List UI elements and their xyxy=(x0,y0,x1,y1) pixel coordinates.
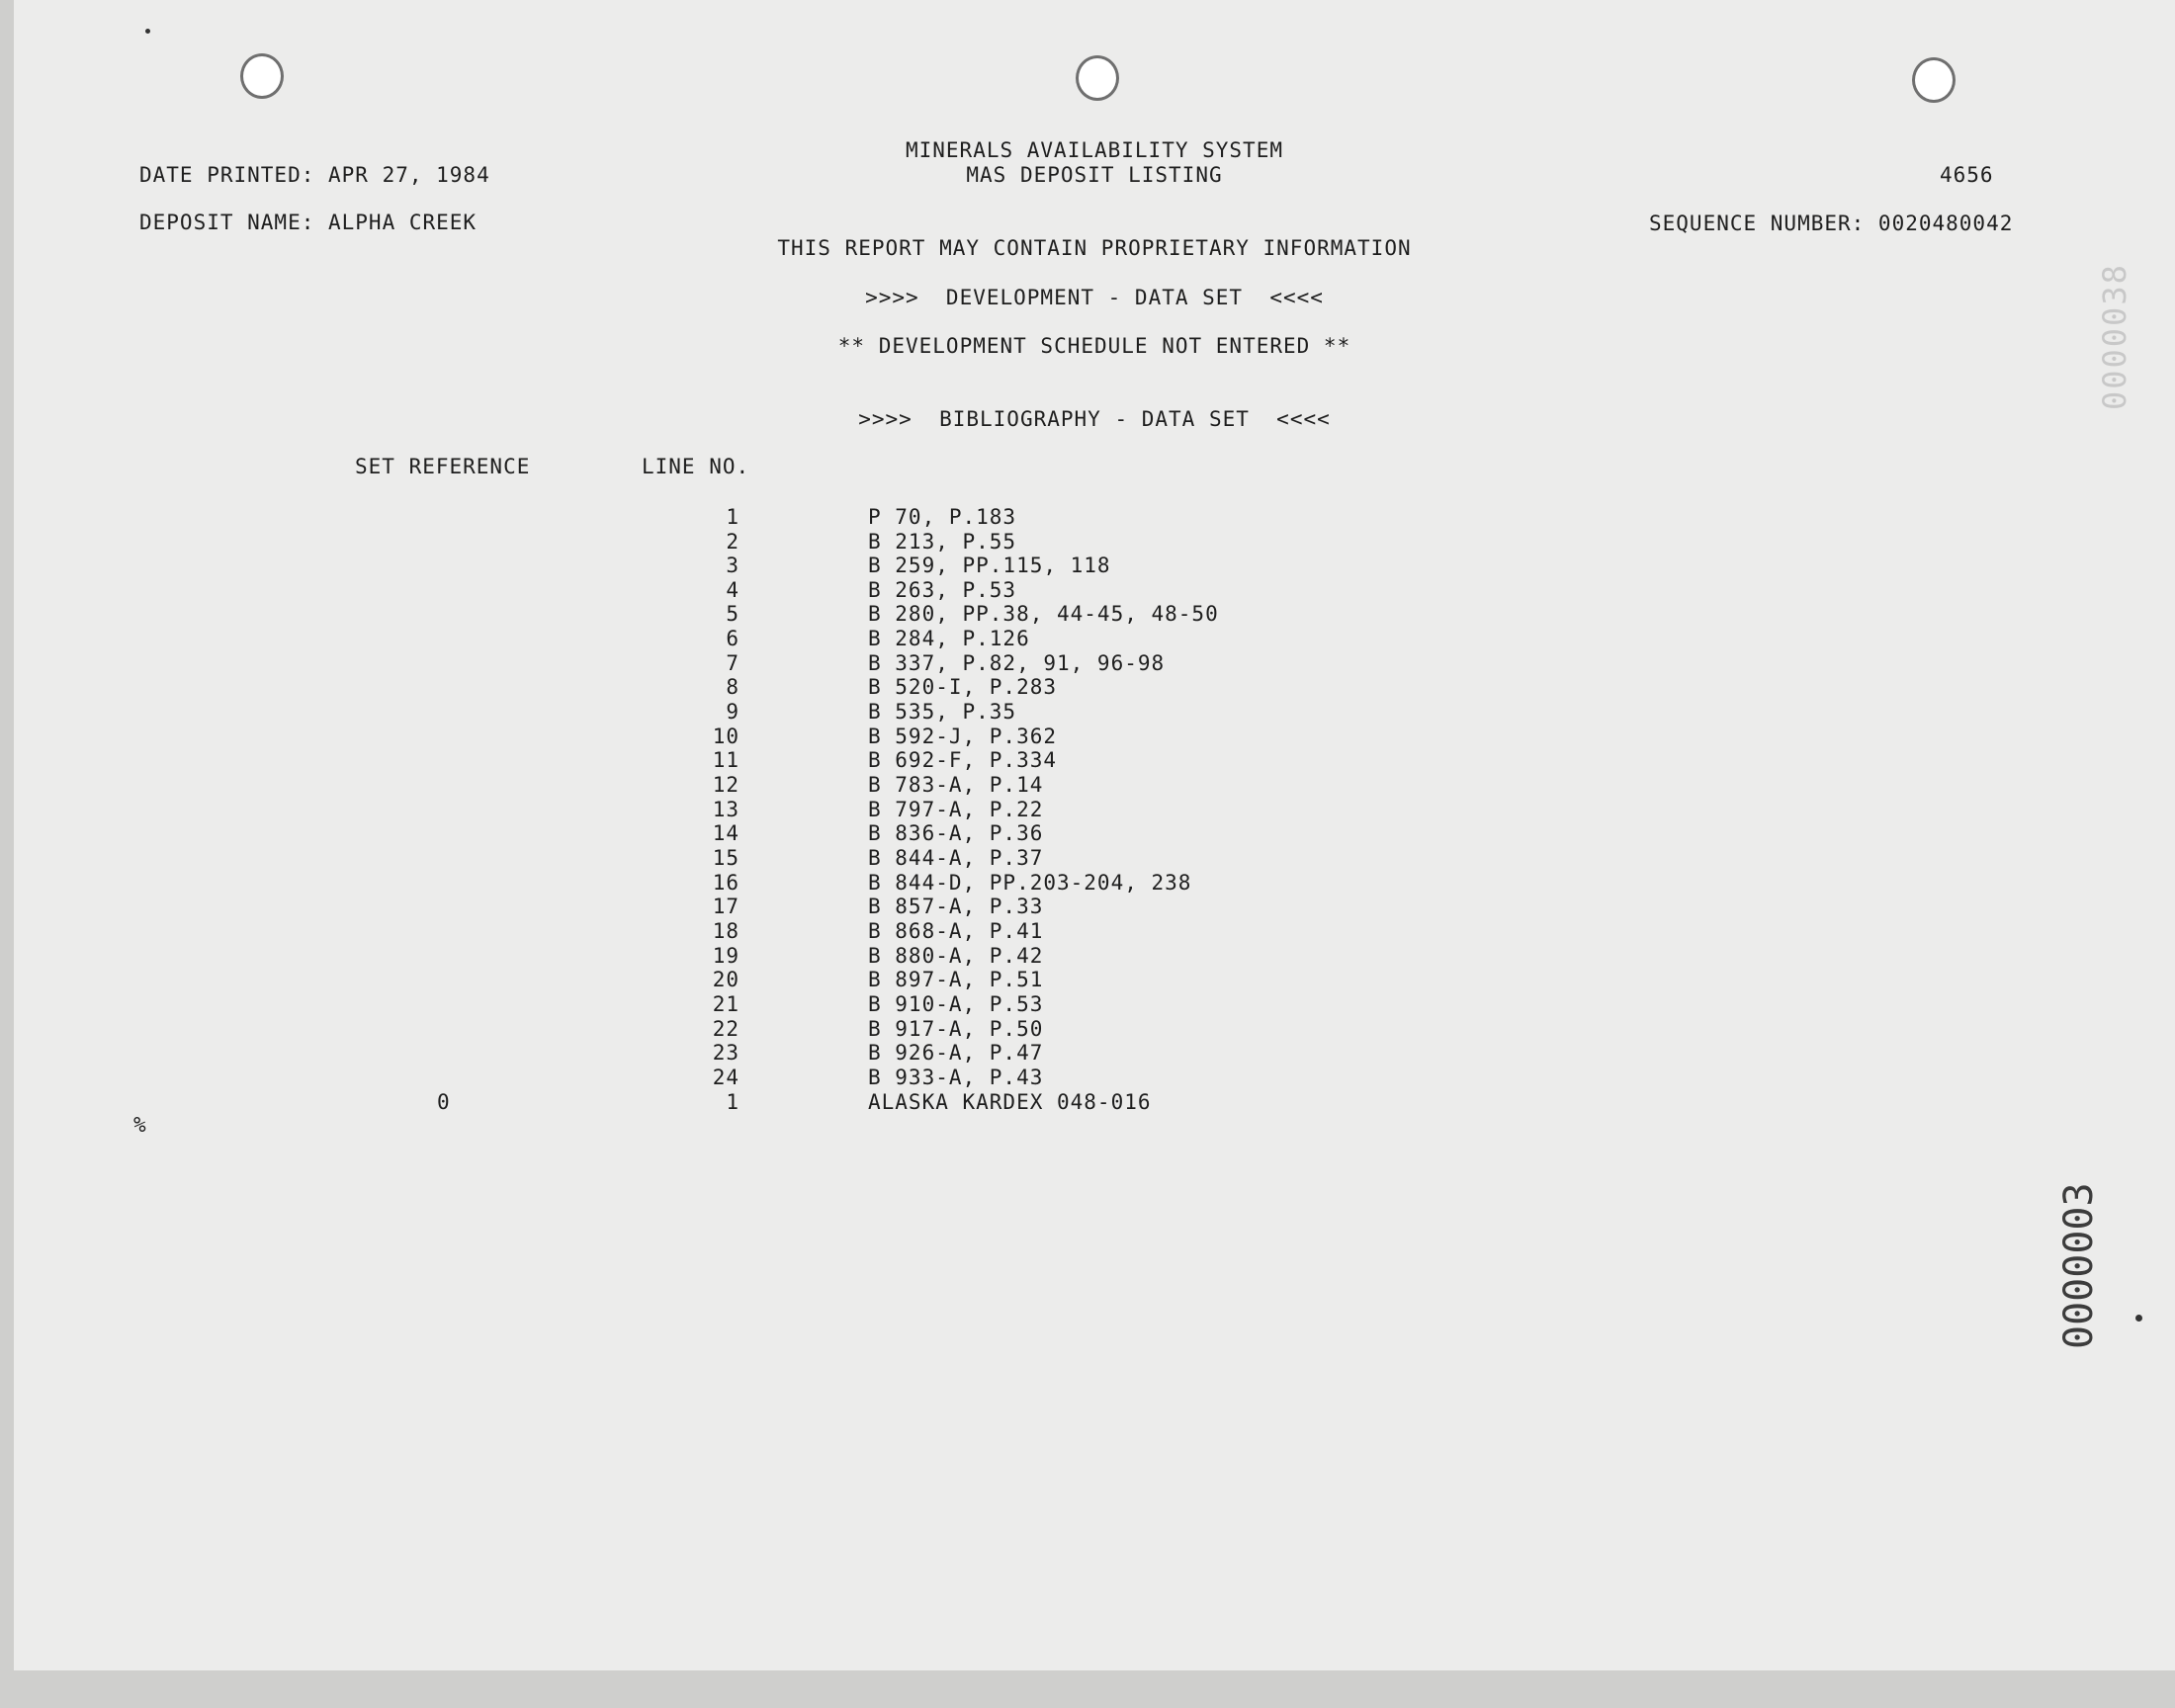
report-page xyxy=(14,0,2175,1670)
reference-cell: B 783-A, P.14 xyxy=(868,773,1044,797)
line-number-cell: 22 xyxy=(712,1017,740,1041)
reference-cell: B 857-A, P.33 xyxy=(868,895,1044,918)
date-printed: DATE PRINTED: APR 27, 1984 xyxy=(139,163,490,187)
reference-cell: B 926-A, P.47 xyxy=(868,1041,1044,1065)
line-number-cell: 16 xyxy=(712,871,740,895)
development-note: ** DEVELOPMENT SCHEDULE NOT ENTERED ** xyxy=(837,334,1351,358)
reference-cell: B 284, P.126 xyxy=(868,627,1030,650)
reference-cell: B 213, P.55 xyxy=(868,530,1017,554)
line-number-cell: 2 xyxy=(726,530,740,554)
line-number-cell: 19 xyxy=(712,944,740,968)
line-number-cell: 10 xyxy=(712,725,740,748)
page-number: 4656 xyxy=(1940,163,1994,187)
bibliography-section-title: >>>> BIBLIOGRAPHY - DATA SET <<<< xyxy=(858,407,1331,431)
reference-cell: B 897-A, P.51 xyxy=(868,968,1044,991)
line-number-cell: 12 xyxy=(712,773,740,797)
line-number-cell: 1 xyxy=(726,1090,740,1114)
reference-cell: B 844-A, P.37 xyxy=(868,846,1044,870)
line-number-cell: 6 xyxy=(726,627,740,650)
line-number-cell: 20 xyxy=(712,968,740,991)
binder-hole-left xyxy=(240,53,284,99)
line-number-cell: 17 xyxy=(712,895,740,918)
proprietary-notice: THIS REPORT MAY CONTAIN PROPRIETARY INFORMATION xyxy=(777,236,1412,260)
line-number-cell: 4 xyxy=(726,578,740,602)
faint-stamp-number: 0000038 xyxy=(2096,263,2133,410)
line-number-cell: 15 xyxy=(712,846,740,870)
end-marker: % xyxy=(133,1113,147,1137)
scan-speck xyxy=(145,29,150,34)
column-header-line-no: LINE NO. xyxy=(642,455,750,478)
reference-cell: B 259, PP.115, 118 xyxy=(868,554,1111,577)
reference-cell: B 535, P.35 xyxy=(868,700,1017,724)
stamp-number: 0000003 xyxy=(2056,1182,2102,1349)
column-header-set-reference: SET REFERENCE xyxy=(355,455,531,478)
line-number-cell: 8 xyxy=(726,675,740,699)
line-number-cell: 5 xyxy=(726,602,740,626)
line-number-cell: 7 xyxy=(726,651,740,675)
line-number-cell: 23 xyxy=(712,1041,740,1065)
development-section-title: >>>> DEVELOPMENT - DATA SET <<<< xyxy=(865,286,1324,309)
line-number-cell: 18 xyxy=(712,919,740,943)
reference-cell: B 933-A, P.43 xyxy=(868,1066,1044,1089)
reference-cell: ALASKA KARDEX 048-016 xyxy=(868,1090,1152,1114)
line-number-cell: 24 xyxy=(712,1066,740,1089)
line-number-cell: 3 xyxy=(726,554,740,577)
line-number-cell: 11 xyxy=(712,748,740,772)
line-number-cell: 13 xyxy=(712,798,740,821)
reference-cell: B 592-J, P.362 xyxy=(868,725,1058,748)
set-reference-cell: 0 xyxy=(437,1090,451,1114)
reference-cell: B 692-F, P.334 xyxy=(868,748,1058,772)
binder-hole-right xyxy=(1912,57,1956,103)
reference-cell: B 337, P.82, 91, 96-98 xyxy=(868,651,1166,675)
line-number-cell: 21 xyxy=(712,992,740,1016)
stamp-dot xyxy=(2135,1315,2142,1322)
line-number-cell: 9 xyxy=(726,700,740,724)
reference-cell: B 520-I, P.283 xyxy=(868,675,1058,699)
line-number-cell: 1 xyxy=(726,505,740,529)
reference-cell: B 280, PP.38, 44-45, 48-50 xyxy=(868,602,1219,626)
reference-cell: B 910-A, P.53 xyxy=(868,992,1044,1016)
reference-cell: B 263, P.53 xyxy=(868,578,1017,602)
reference-cell: P 70, P.183 xyxy=(868,505,1017,529)
line-number-cell: 14 xyxy=(712,821,740,845)
sequence-number: SEQUENCE NUMBER: 0020480042 xyxy=(1649,212,2014,235)
binder-hole-center xyxy=(1076,55,1119,101)
reference-cell: B 836-A, P.36 xyxy=(868,821,1044,845)
reference-cell: B 844-D, PP.203-204, 238 xyxy=(868,871,1192,895)
reference-cell: B 868-A, P.41 xyxy=(868,919,1044,943)
listing-title: MAS DEPOSIT LISTING xyxy=(966,163,1223,187)
reference-cell: B 797-A, P.22 xyxy=(868,798,1044,821)
reference-cell: B 880-A, P.42 xyxy=(868,944,1044,968)
deposit-name: DEPOSIT NAME: ALPHA CREEK xyxy=(139,211,478,234)
reference-cell: B 917-A, P.50 xyxy=(868,1017,1044,1041)
system-title: MINERALS AVAILABILITY SYSTEM xyxy=(905,138,1283,162)
